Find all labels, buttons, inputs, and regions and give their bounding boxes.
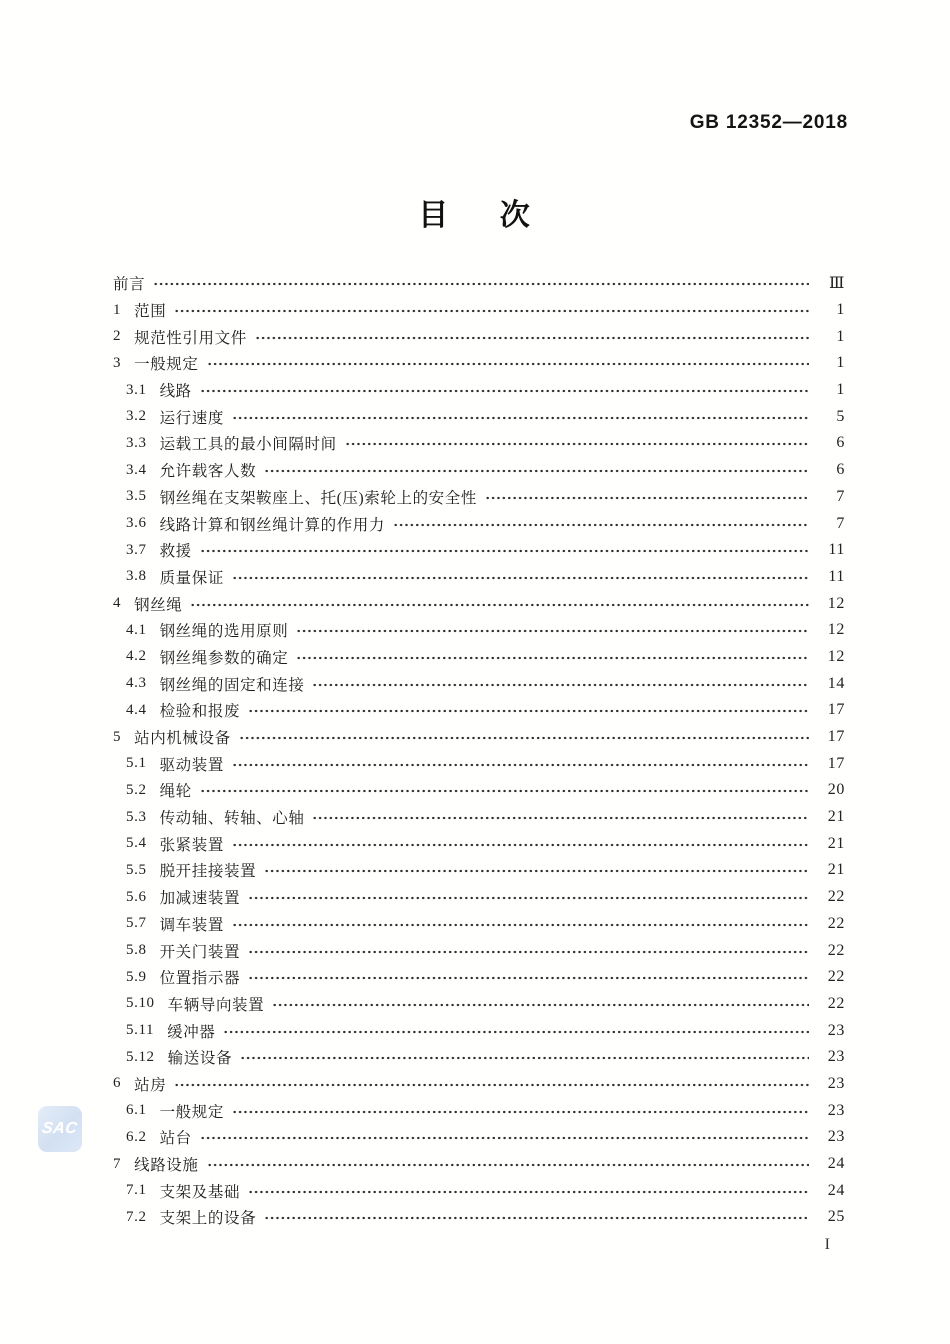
toc-entry-page-number: 23 xyxy=(827,1128,845,1146)
dotted-leader xyxy=(248,707,809,715)
dotted-leader xyxy=(200,1134,809,1142)
toc-entry-page-number: 7 xyxy=(836,487,845,505)
page-number-footer: I xyxy=(824,1236,830,1253)
toc-entry-page-number: 21 xyxy=(827,861,845,879)
toc-entry-number: 5.6 xyxy=(126,888,147,905)
toc-entry-number: 5.9 xyxy=(126,968,147,985)
toc-entry xyxy=(113,403,845,430)
toc-entry-number: 6.2 xyxy=(126,1128,147,1145)
toc-entry xyxy=(113,937,845,964)
toc-entry xyxy=(113,911,845,938)
toc-entry-page-number: 11 xyxy=(828,541,845,559)
dotted-leader xyxy=(264,467,809,475)
toc-entry-number: 6 xyxy=(113,1075,122,1092)
toc-entry-number: 4.1 xyxy=(126,621,147,638)
toc-entry-number: 3.1 xyxy=(126,381,147,398)
toc-entry-page-number: 22 xyxy=(827,888,845,906)
toc-entry-label: 加减速装置 xyxy=(159,890,241,908)
toc-entry-page-number: 20 xyxy=(827,781,845,799)
toc-entry-label: 站内机械设备 xyxy=(134,730,231,748)
toc-entry xyxy=(113,644,845,671)
toc-entry-number: 5.3 xyxy=(126,808,147,825)
toc-entry-label: 位置指示器 xyxy=(159,970,241,988)
toc-entry-number: 3.5 xyxy=(126,488,147,505)
dotted-leader xyxy=(485,494,809,502)
toc-entry xyxy=(113,1151,845,1178)
toc-entry-number: 3.2 xyxy=(126,408,147,425)
dotted-leader xyxy=(240,1054,809,1062)
toc-entry-label: 调车装置 xyxy=(159,916,224,934)
toc-entry-label: 允许载客人数 xyxy=(159,463,257,481)
toc-entry-number: 5.10 xyxy=(126,995,155,1012)
dotted-leader xyxy=(248,948,809,956)
dotted-leader xyxy=(264,1214,809,1222)
toc-entry-number: 1 xyxy=(113,301,122,318)
toc-entry-number: 3.4 xyxy=(126,461,147,478)
toc-entry xyxy=(113,777,845,804)
table-of-contents xyxy=(113,270,845,1231)
toc-entry-page-number: 21 xyxy=(827,808,845,826)
toc-entry-number: 7.2 xyxy=(126,1208,147,1225)
toc-entry-label: 前言 xyxy=(113,276,146,294)
toc-entry-number: 3.3 xyxy=(126,434,147,451)
toc-entry-number: 6.1 xyxy=(126,1102,147,1119)
toc-entry xyxy=(113,804,845,831)
toc-entry-label: 传动轴、转轴、心轴 xyxy=(159,810,305,828)
toc-entry-number: 5.1 xyxy=(126,755,147,772)
toc-entry-label: 钢丝绳 xyxy=(134,596,183,614)
toc-entry-label: 一般规定 xyxy=(159,1103,224,1121)
toc-entry-label: 车辆导向装置 xyxy=(167,996,265,1014)
toc-entry xyxy=(113,323,845,350)
toc-entry-page-number: 6 xyxy=(836,434,845,452)
toc-entry-page-number: 23 xyxy=(827,1048,845,1066)
toc-entry-page-number: 6 xyxy=(836,461,845,479)
toc-entry xyxy=(113,1097,845,1124)
toc-entry xyxy=(113,350,845,377)
dotted-leader xyxy=(232,761,809,769)
toc-entry-page-number: 24 xyxy=(827,1181,845,1199)
toc-entry-page-number: 17 xyxy=(827,701,845,719)
toc-entry-page-number: 1 xyxy=(836,354,845,372)
dotted-leader xyxy=(255,334,809,342)
toc-entry-number: 3.7 xyxy=(126,541,147,558)
toc-entry-label: 检验和报废 xyxy=(159,703,241,721)
dotted-leader xyxy=(272,1001,809,1009)
toc-entry xyxy=(113,1071,845,1098)
toc-entry-page-number: 23 xyxy=(827,1074,845,1092)
toc-entry-page-number: 17 xyxy=(827,754,845,772)
toc-entry-page-number: 12 xyxy=(827,647,845,665)
toc-entry xyxy=(113,297,845,324)
dotted-leader xyxy=(393,521,809,529)
toc-entry-page-number: 22 xyxy=(827,968,845,986)
dotted-leader xyxy=(232,841,809,849)
toc-entry xyxy=(113,430,845,457)
toc-entry-label: 钢丝绳在支架鞍座上、托(压)索轮上的安全性 xyxy=(159,489,477,507)
dotted-leader xyxy=(248,894,809,902)
toc-entry-page-number: 24 xyxy=(827,1155,845,1173)
dotted-leader xyxy=(190,601,809,609)
toc-entry-page-number: 11 xyxy=(828,567,845,585)
dotted-leader xyxy=(200,787,809,795)
toc-entry xyxy=(113,830,845,857)
toc-entry xyxy=(113,617,845,644)
toc-entry xyxy=(113,484,845,511)
toc-entry-number: 4.2 xyxy=(126,648,147,665)
toc-entry-number: 5.2 xyxy=(126,781,147,798)
toc-entry-page-number: Ⅲ xyxy=(828,275,845,293)
dotted-leader xyxy=(200,547,809,555)
toc-entry-label: 线路 xyxy=(159,383,192,401)
toc-entry-label: 开关门装置 xyxy=(159,943,241,961)
toc-entry-number: 5.5 xyxy=(126,861,147,878)
toc-entry-label: 钢丝绳参数的确定 xyxy=(159,649,289,667)
toc-entry-number: 2 xyxy=(113,328,122,345)
toc-entry-label: 钢丝绳的选用原则 xyxy=(159,623,289,641)
toc-entry-label: 驱动装置 xyxy=(159,756,224,774)
dotted-leader xyxy=(312,814,809,822)
toc-entry-number: 5 xyxy=(113,728,122,745)
toc-entry-label: 支架上的设备 xyxy=(159,1210,257,1228)
toc-entry-number: 5.12 xyxy=(126,1048,155,1065)
dotted-leader xyxy=(264,867,809,875)
toc-entry xyxy=(113,1017,845,1044)
dotted-leader xyxy=(223,1028,809,1036)
toc-entry-label: 线路计算和钢丝绳计算的作用力 xyxy=(159,516,385,534)
toc-entry xyxy=(113,457,845,484)
dotted-leader xyxy=(207,360,809,368)
toc-entry-page-number: 12 xyxy=(827,594,845,612)
toc-entry-label: 一般规定 xyxy=(134,356,199,374)
dotted-leader xyxy=(248,1188,809,1196)
toc-entry-page-number: 23 xyxy=(827,1021,845,1039)
toc-entry-label: 范围 xyxy=(134,303,167,321)
toc-entry xyxy=(113,750,845,777)
standard-code: GB 12352—2018 xyxy=(689,112,848,133)
toc-entry-number: 5.11 xyxy=(126,1022,155,1039)
dotted-leader xyxy=(232,921,809,929)
toc-entry xyxy=(113,1044,845,1071)
toc-entry xyxy=(113,510,845,537)
toc-entry xyxy=(113,1204,845,1231)
toc-entry-page-number: 22 xyxy=(827,941,845,959)
toc-entry xyxy=(113,590,845,617)
toc-entry-number: 7.1 xyxy=(126,1182,147,1199)
toc-entry-page-number: 7 xyxy=(836,514,845,532)
dotted-leader xyxy=(174,307,809,315)
dotted-leader xyxy=(296,627,809,635)
toc-entry-label: 脱开挂接装置 xyxy=(159,863,257,881)
toc-entry-label: 站台 xyxy=(159,1130,192,1148)
toc-entry-page-number: 5 xyxy=(836,407,845,425)
toc-entry-label: 输送设备 xyxy=(167,1050,233,1068)
toc-entry-label: 运行速度 xyxy=(159,409,224,427)
toc-entry-number: 5.4 xyxy=(126,835,147,852)
toc-entry xyxy=(113,1177,845,1204)
toc-entry-label: 绳轮 xyxy=(159,783,192,801)
page-title: 目 次 xyxy=(418,199,532,232)
sac-watermark-logo xyxy=(38,1106,82,1152)
toc-entry-page-number: 21 xyxy=(827,834,845,852)
toc-entry-page-number: 22 xyxy=(827,914,845,932)
toc-entry-page-number: 12 xyxy=(827,621,845,639)
toc-entry xyxy=(113,1124,845,1151)
toc-entry-number: 3 xyxy=(113,354,122,371)
toc-entry-number: 7 xyxy=(113,1155,122,1172)
dotted-leader xyxy=(200,387,809,395)
dotted-leader xyxy=(345,440,809,448)
toc-entry-label: 缓冲器 xyxy=(167,1023,216,1041)
toc-entry-page-number: 1 xyxy=(836,381,845,399)
toc-entry xyxy=(113,724,845,751)
dotted-leader xyxy=(153,280,809,288)
dotted-leader xyxy=(174,1081,809,1089)
dotted-leader xyxy=(239,734,809,742)
toc-entry xyxy=(113,964,845,991)
toc-entry-page-number: 17 xyxy=(827,728,845,746)
toc-entry-label: 运载工具的最小间隔时间 xyxy=(159,436,337,454)
dotted-leader xyxy=(207,1161,809,1169)
toc-entry xyxy=(113,884,845,911)
toc-entry xyxy=(113,697,845,724)
toc-entry-number: 4 xyxy=(113,595,122,612)
toc-entry xyxy=(113,857,845,884)
toc-entry-label: 支架及基础 xyxy=(159,1183,241,1201)
toc-entry-number: 3.6 xyxy=(126,515,147,532)
toc-entry-page-number: 1 xyxy=(836,327,845,345)
dotted-leader xyxy=(296,654,809,662)
toc-entry xyxy=(113,270,845,297)
toc-entry-number: 3.8 xyxy=(126,568,147,585)
toc-entry-label: 救援 xyxy=(159,543,192,561)
dotted-leader xyxy=(232,574,809,582)
toc-entry-label: 规范性引用文件 xyxy=(134,329,247,347)
toc-entry xyxy=(113,991,845,1018)
toc-entry-label: 质量保证 xyxy=(159,569,224,587)
toc-entry xyxy=(113,377,845,404)
toc-entry-label: 张紧装置 xyxy=(159,836,224,854)
toc-entry-label: 钢丝绳的固定和连接 xyxy=(159,676,305,694)
toc-entry-number: 5.7 xyxy=(126,915,147,932)
toc-entry-page-number: 22 xyxy=(827,994,845,1012)
dotted-leader xyxy=(232,1108,809,1116)
toc-entry xyxy=(113,537,845,564)
toc-entry-page-number: 1 xyxy=(836,301,845,319)
dotted-leader xyxy=(248,974,809,982)
toc-entry-page-number: 25 xyxy=(827,1208,845,1226)
toc-entry xyxy=(113,564,845,591)
toc-entry-number: 4.3 xyxy=(126,675,147,692)
toc-entry-label: 线路设施 xyxy=(134,1157,199,1175)
dotted-leader xyxy=(232,414,809,422)
toc-entry xyxy=(113,670,845,697)
dotted-leader xyxy=(312,681,809,689)
toc-entry-page-number: 23 xyxy=(827,1101,845,1119)
toc-entry-label: 站房 xyxy=(134,1076,167,1094)
toc-entry-number: 5.8 xyxy=(126,942,147,959)
toc-entry-number: 4.4 xyxy=(126,701,147,718)
sac-logo-text: SAC xyxy=(41,1120,79,1137)
toc-entry-page-number: 14 xyxy=(827,674,845,692)
